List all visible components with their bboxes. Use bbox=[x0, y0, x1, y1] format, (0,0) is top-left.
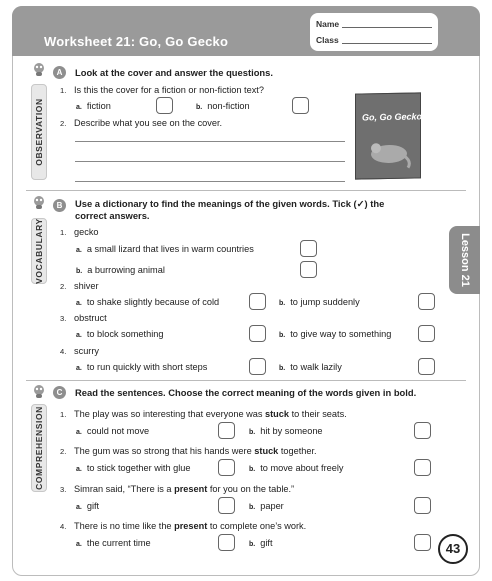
sentence-text: The gum was so strong that his hands were bbox=[74, 446, 255, 456]
answer-line-2[interactable] bbox=[75, 161, 345, 162]
option-letter: a. bbox=[76, 104, 82, 111]
option-b2-a bbox=[76, 297, 219, 307]
name-field[interactable] bbox=[342, 27, 432, 28]
option-c1-a bbox=[76, 426, 149, 436]
vocab-word-2 bbox=[60, 281, 99, 291]
option-letter: a. bbox=[76, 504, 82, 511]
option-text: fiction bbox=[86, 101, 111, 111]
option-letter: a. bbox=[76, 247, 82, 254]
option-c4-b bbox=[249, 538, 273, 548]
bold-word: present bbox=[174, 484, 208, 494]
section-a-badge: A bbox=[53, 66, 66, 79]
checkbox-b2-b[interactable] bbox=[418, 293, 435, 310]
section-c-heading: Read the sentences. Choose the correct meaning of the words given in bold. bbox=[75, 387, 417, 398]
question-number: 1. bbox=[60, 410, 67, 419]
question-a2 bbox=[60, 118, 222, 128]
comprehension-side-text: COMPREHENSION bbox=[34, 406, 44, 490]
option-letter: b. bbox=[279, 332, 286, 339]
observation-side-label bbox=[31, 84, 47, 180]
option-text: to run quickly with short steps bbox=[86, 362, 208, 372]
vocab-word-1 bbox=[60, 227, 99, 237]
question-number: 2. bbox=[60, 447, 67, 456]
sentence-text: The play was so interesting that everyone was bbox=[74, 409, 265, 419]
book-cover-image bbox=[355, 92, 421, 179]
sentence-text: together. bbox=[278, 446, 317, 456]
option-letter: a. bbox=[76, 332, 82, 339]
checkbox-c3-b[interactable] bbox=[414, 497, 431, 514]
name-label: Name bbox=[316, 19, 340, 29]
option-c2-b bbox=[249, 463, 343, 473]
question-number: 1. bbox=[60, 228, 67, 237]
sentence-text: for you on the table.” bbox=[207, 484, 295, 494]
vocabulary-side-label bbox=[31, 218, 47, 284]
option-text: a small lizard that lives in warm countries bbox=[86, 244, 254, 254]
bold-word: present bbox=[174, 521, 208, 531]
option-letter: a. bbox=[76, 466, 82, 473]
name-class-box bbox=[310, 13, 438, 51]
option-b4-b bbox=[279, 362, 342, 372]
option-b3-a bbox=[76, 329, 163, 339]
option-letter: b. bbox=[249, 466, 256, 473]
sentence-text: There is no time like the bbox=[74, 521, 175, 531]
option-text: to block something bbox=[86, 329, 164, 339]
option-letter: b. bbox=[249, 504, 256, 511]
option-letter: b. bbox=[279, 300, 286, 307]
option-c1-b bbox=[249, 426, 323, 436]
section-divider bbox=[26, 190, 466, 191]
option-letter: a. bbox=[76, 541, 82, 548]
vocab-word: scurry bbox=[74, 346, 100, 356]
question-text: Is this the cover for a fiction or non-fiction text? bbox=[74, 85, 264, 95]
checkbox-c2-b[interactable] bbox=[414, 459, 431, 476]
observation-side-text: OBSERVATION bbox=[34, 98, 44, 166]
option-c3-a bbox=[76, 501, 99, 511]
sentence-text: Simran said, “There is a bbox=[74, 484, 175, 494]
lesson-tab bbox=[449, 226, 480, 294]
option-text: to shake slightly because of cold bbox=[86, 297, 220, 307]
gecko-mascot-icon bbox=[32, 194, 46, 210]
checkbox-b3-b[interactable] bbox=[418, 325, 435, 342]
option-text: a burrowing animal bbox=[87, 265, 165, 275]
class-label: Class bbox=[316, 35, 339, 45]
question-a1 bbox=[60, 85, 264, 95]
option-letter: b. bbox=[249, 541, 256, 548]
checkbox-b2-a[interactable] bbox=[249, 293, 266, 310]
checkbox-b1-a[interactable] bbox=[300, 240, 317, 257]
checkbox-c3-a[interactable] bbox=[218, 497, 235, 514]
checkbox-a1-b[interactable] bbox=[292, 97, 309, 114]
checkbox-c2-a[interactable] bbox=[218, 459, 235, 476]
option-text: gift bbox=[86, 501, 100, 511]
question-number: 2. bbox=[60, 282, 67, 291]
question-number: 3. bbox=[60, 314, 67, 323]
option-b3-b bbox=[279, 329, 391, 339]
section-c-badge: C bbox=[53, 386, 66, 399]
vocabulary-side-text: VOCABULARY bbox=[34, 218, 44, 284]
question-text: Describe what you see on the cover. bbox=[74, 118, 223, 128]
option-a1-b bbox=[196, 101, 250, 111]
vocab-word: gecko bbox=[74, 227, 99, 237]
option-text: to give way to something bbox=[290, 329, 392, 339]
section-b-badge: B bbox=[53, 199, 66, 212]
checkbox-c1-a[interactable] bbox=[218, 422, 235, 439]
option-text: to jump suddenly bbox=[290, 297, 360, 307]
option-b2-b bbox=[279, 297, 360, 307]
option-text: could not move bbox=[86, 426, 150, 436]
worksheet-title: Worksheet 21: Go, Go Gecko bbox=[44, 34, 229, 49]
option-c4-a bbox=[76, 538, 151, 548]
option-letter: b. bbox=[76, 268, 83, 275]
vocab-word-4 bbox=[60, 346, 99, 356]
checkbox-b3-a[interactable] bbox=[249, 325, 266, 342]
option-letter: b. bbox=[196, 104, 203, 111]
option-text: to stick together with glue bbox=[86, 463, 191, 473]
option-b4-a bbox=[76, 362, 207, 372]
option-letter: a. bbox=[76, 300, 82, 307]
class-field[interactable] bbox=[342, 43, 432, 44]
gecko-mascot-icon bbox=[32, 383, 46, 399]
option-letter: a. bbox=[76, 429, 82, 436]
question-number: 1. bbox=[60, 86, 67, 95]
option-text: non-fiction bbox=[207, 101, 250, 111]
page-number: 43 bbox=[438, 534, 468, 564]
sentence-c2 bbox=[60, 446, 317, 456]
option-letter: b. bbox=[279, 365, 286, 372]
lesson-tab-label: Lesson 21 bbox=[458, 233, 471, 287]
option-c2-a bbox=[76, 463, 191, 473]
sentence-text: to their seats. bbox=[289, 409, 347, 419]
checkbox-c4-b[interactable] bbox=[414, 534, 431, 551]
book-cover-title: Go, Go Gecko bbox=[362, 111, 423, 123]
section-divider bbox=[26, 380, 466, 381]
option-text: to walk lazily bbox=[290, 362, 342, 372]
vocab-word: obstruct bbox=[74, 313, 107, 323]
answer-line-3[interactable] bbox=[75, 181, 345, 182]
vocab-word: shiver bbox=[74, 281, 99, 291]
sentence-c4 bbox=[60, 521, 306, 531]
answer-line-1[interactable] bbox=[75, 141, 345, 142]
option-text: to move about freely bbox=[260, 463, 344, 473]
option-letter: a. bbox=[76, 365, 82, 372]
sentence-c3 bbox=[60, 484, 294, 494]
checkbox-b4-a[interactable] bbox=[249, 358, 266, 375]
bold-word: stuck bbox=[265, 409, 290, 419]
checkbox-b4-b[interactable] bbox=[418, 358, 435, 375]
bold-word: stuck bbox=[254, 446, 279, 456]
question-number: 3. bbox=[60, 485, 67, 494]
section-a-heading: Look at the cover and answer the questions. bbox=[75, 67, 273, 78]
sentence-text: to complete one’s work. bbox=[207, 521, 307, 531]
option-text: gift bbox=[260, 538, 273, 548]
option-text: paper bbox=[260, 501, 284, 511]
section-b-heading: Use a dictionary to find the meanings of the given words. Tick (✓) the correct answers. bbox=[75, 198, 385, 221]
question-number: 2. bbox=[60, 119, 67, 128]
checkbox-b1-b[interactable] bbox=[300, 261, 317, 278]
option-text: hit by someone bbox=[260, 426, 323, 436]
option-c3-b bbox=[249, 501, 284, 511]
gecko-illustration-icon bbox=[364, 130, 414, 171]
option-a1-a bbox=[76, 101, 111, 111]
checkbox-c4-a[interactable] bbox=[218, 534, 235, 551]
sentence-c1 bbox=[60, 409, 347, 419]
vocab-word-3 bbox=[60, 313, 107, 323]
option-b1-b bbox=[76, 265, 165, 275]
comprehension-side-label bbox=[31, 404, 47, 492]
option-text: the current time bbox=[86, 538, 151, 548]
option-letter: b. bbox=[249, 429, 256, 436]
gecko-mascot-icon bbox=[32, 61, 46, 77]
option-b1-a bbox=[76, 244, 254, 254]
checkbox-c1-b[interactable] bbox=[414, 422, 431, 439]
checkbox-a1-a[interactable] bbox=[156, 97, 173, 114]
question-number: 4. bbox=[60, 347, 67, 356]
question-number: 4. bbox=[60, 522, 67, 531]
